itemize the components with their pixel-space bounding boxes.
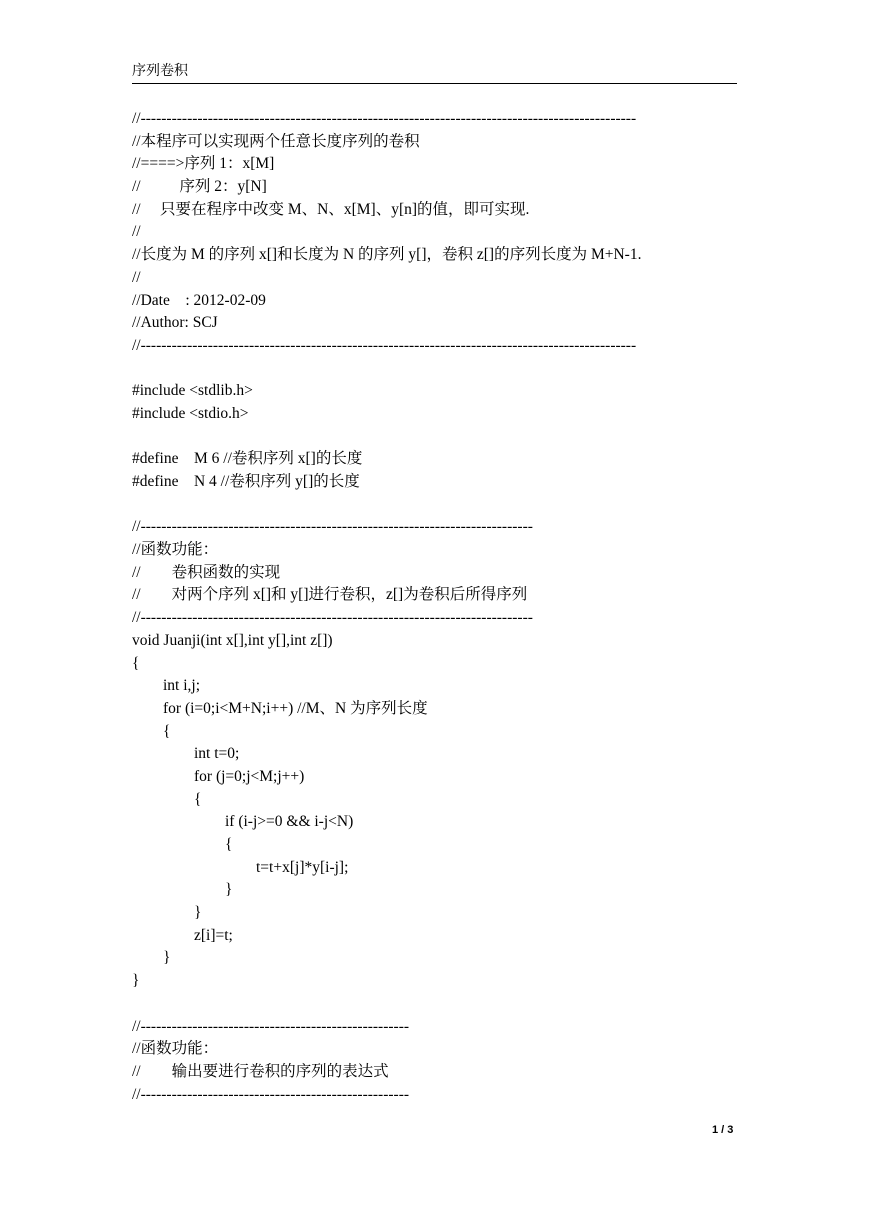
code-line <box>132 426 752 449</box>
page-header <box>132 63 737 84</box>
code-line: } <box>132 949 171 967</box>
header-title: 序列卷积 <box>132 64 188 79</box>
code-line: //Author: SCJ <box>132 314 218 332</box>
code-line <box>132 993 752 1016</box>
code-line <box>132 494 752 517</box>
code-line: //---------------------------------------------------------------------------- <box>132 518 533 536</box>
code-line: //---------------------------------------------------- <box>132 1017 410 1035</box>
code-line: { <box>132 790 202 808</box>
page-number: 1 / 3 <box>712 1124 734 1136</box>
code-line: if (i-j>=0 && i-j<N) <box>132 813 354 831</box>
code-line: { <box>132 722 171 740</box>
code-line: //Date : 2012-02-09 <box>132 291 266 309</box>
code-line: int t=0; <box>132 745 240 763</box>
code-line: } <box>132 904 202 922</box>
code-line: //本程序可以实现两个任意长度序列的卷积 <box>132 132 420 150</box>
code-line: t=t+x[j]*y[i-j]; <box>132 858 349 876</box>
code-line: // 只要在程序中改变 M、N、x[M]、y[n]的值，即可实现. <box>132 200 530 218</box>
code-line: // 序列 2：y[N] <box>132 178 267 196</box>
code-line: #define N 4 //卷积序列 y[]的长度 <box>132 473 360 490</box>
code-line: #define M 6 //卷积序列 x[]的长度 <box>132 450 363 468</box>
code-line: { <box>132 654 140 672</box>
code-line: // 对两个序列 x[]和 y[]进行卷积，z[]为卷积后所得序列 <box>132 586 528 604</box>
code-listing <box>132 108 752 1106</box>
code-line: // 卷积函数的实现 <box>132 563 281 581</box>
code-line: } <box>132 881 233 899</box>
code-line: // 输出要进行卷积的序列的表达式 <box>132 1062 389 1080</box>
code-line: void Juanji(int x[],int y[],int z[]) <box>132 631 333 649</box>
code-line: //------------------------------------------------------------------------------------------------ <box>132 336 637 354</box>
code-line: // <box>132 268 141 286</box>
code-line: //------------------------------------------------------------------------------------------------ <box>132 110 637 127</box>
code-line: for (i=0;i<M+N;i++) //M、N 为序列长度 <box>132 699 428 717</box>
code-line: //函数功能： <box>132 541 219 559</box>
code-line: //---------------------------------------------------------------------------- <box>132 609 533 627</box>
code-line: #include <stdlib.h> <box>132 382 253 400</box>
code-line: { <box>132 836 233 853</box>
code-line: //长度为 M 的序列 x[]和长度为 N 的序列 y[]，卷积 z[]的序列长度为 M+N-1. <box>132 246 642 264</box>
code-line: z[i]=t; <box>132 926 233 944</box>
code-line: int i,j; <box>132 677 201 695</box>
code-line: // <box>132 223 141 241</box>
code-line: for (j=0;j<M;j++) <box>132 767 305 785</box>
code-line: } <box>132 972 140 990</box>
code-line: //====>序列 1：x[M] <box>132 155 275 173</box>
code-line: //---------------------------------------------------- <box>132 1085 410 1103</box>
code-line: #include <stdio.h> <box>132 404 249 422</box>
code-line <box>132 358 752 381</box>
code-line: //函数功能： <box>132 1040 219 1058</box>
